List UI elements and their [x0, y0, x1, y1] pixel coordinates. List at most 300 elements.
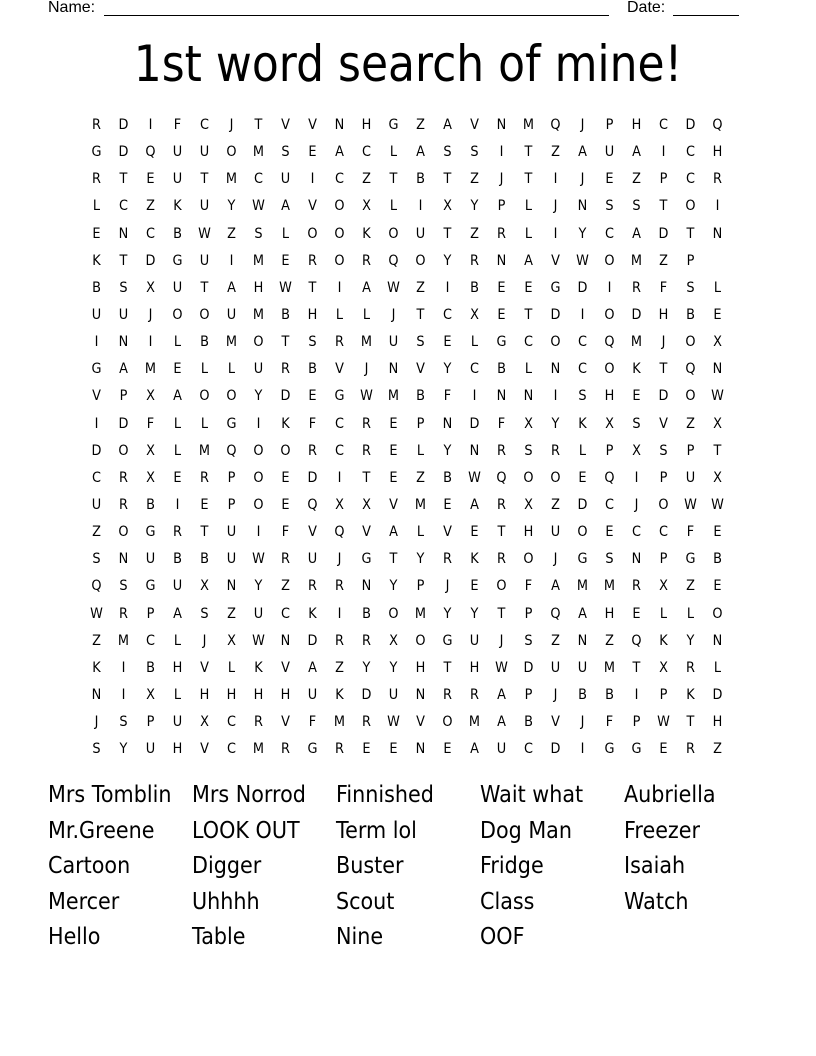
- grid-letter[interactable]: G: [631, 741, 642, 758]
- grid-letter[interactable]: G: [307, 741, 318, 758]
- grid-letter[interactable]: A: [281, 198, 290, 215]
- grid-letter[interactable]: E: [713, 524, 722, 541]
- grid-letter[interactable]: M: [603, 578, 616, 595]
- grid-letter[interactable]: K: [173, 198, 182, 215]
- grid-letter[interactable]: S: [119, 279, 128, 296]
- grid-letter[interactable]: X: [713, 334, 722, 351]
- grid-letter[interactable]: U: [118, 306, 129, 323]
- grid-letter[interactable]: D: [307, 469, 318, 486]
- grid-letter[interactable]: A: [497, 686, 506, 703]
- grid-letter[interactable]: H: [712, 144, 723, 161]
- grid-letter[interactable]: T: [659, 198, 668, 215]
- grid-letter[interactable]: W: [252, 551, 265, 568]
- grid-letter[interactable]: Z: [551, 496, 560, 513]
- grid-letter[interactable]: L: [362, 306, 371, 323]
- grid-letter[interactable]: Z: [362, 171, 371, 188]
- grid-letter[interactable]: Y: [416, 551, 425, 568]
- grid-letter[interactable]: S: [605, 198, 614, 215]
- grid-letter[interactable]: L: [524, 361, 533, 378]
- grid-letter[interactable]: A: [497, 714, 506, 731]
- grid-letter[interactable]: B: [308, 361, 317, 378]
- grid-letter[interactable]: J: [202, 632, 207, 649]
- grid-letter[interactable]: W: [684, 496, 697, 513]
- grid-letter[interactable]: C: [362, 144, 371, 161]
- grid-letter[interactable]: V: [308, 117, 317, 133]
- grid-letter[interactable]: M: [630, 334, 643, 351]
- grid-letter[interactable]: T: [389, 551, 398, 568]
- grid-letter[interactable]: N: [280, 632, 291, 649]
- grid-letter[interactable]: A: [119, 361, 128, 378]
- grid-letter[interactable]: R: [335, 334, 344, 351]
- grid-letter[interactable]: M: [468, 714, 481, 731]
- grid-letter[interactable]: A: [416, 144, 425, 161]
- grid-letter[interactable]: H: [199, 686, 210, 703]
- grid-letter[interactable]: Q: [307, 496, 318, 513]
- grid-letter[interactable]: Q: [604, 469, 615, 486]
- grid-letter[interactable]: E: [578, 469, 587, 486]
- grid-letter[interactable]: Q: [226, 442, 237, 459]
- grid-letter[interactable]: G: [145, 524, 156, 541]
- grid-letter[interactable]: O: [577, 524, 588, 541]
- grid-letter[interactable]: I: [553, 171, 558, 188]
- grid-letter[interactable]: Q: [388, 252, 399, 269]
- grid-letter[interactable]: O: [118, 524, 129, 541]
- grid-letter[interactable]: B: [578, 686, 587, 703]
- grid-letter[interactable]: U: [199, 252, 210, 269]
- grid-letter[interactable]: V: [200, 741, 209, 758]
- grid-letter[interactable]: C: [146, 632, 155, 649]
- grid-letter[interactable]: O: [604, 252, 615, 269]
- grid-letter[interactable]: Z: [686, 578, 695, 595]
- grid-letter[interactable]: I: [553, 225, 558, 242]
- grid-letter[interactable]: C: [119, 198, 128, 215]
- grid-letter[interactable]: L: [335, 306, 344, 323]
- grid-letter[interactable]: L: [416, 442, 425, 459]
- grid-letter[interactable]: T: [443, 659, 452, 676]
- grid-letter[interactable]: G: [226, 415, 237, 432]
- grid-letter[interactable]: S: [659, 442, 668, 459]
- grid-letter[interactable]: I: [229, 252, 234, 269]
- grid-letter[interactable]: Q: [91, 578, 102, 595]
- grid-letter[interactable]: W: [360, 388, 373, 405]
- grid-letter[interactable]: Z: [632, 171, 641, 188]
- grid-letter[interactable]: A: [578, 605, 587, 622]
- grid-letter[interactable]: B: [173, 551, 182, 568]
- grid-letter[interactable]: R: [443, 686, 452, 703]
- grid-letter[interactable]: B: [497, 361, 506, 378]
- grid-letter[interactable]: R: [308, 578, 317, 595]
- grid-letter[interactable]: A: [308, 659, 317, 676]
- grid-letter[interactable]: K: [362, 225, 371, 242]
- grid-letter[interactable]: E: [173, 469, 182, 486]
- grid-letter[interactable]: I: [634, 686, 639, 703]
- grid-letter[interactable]: Y: [578, 225, 587, 242]
- grid-letter[interactable]: D: [469, 415, 480, 432]
- grid-letter[interactable]: U: [550, 659, 561, 676]
- grid-letter[interactable]: I: [715, 198, 720, 215]
- grid-letter[interactable]: U: [307, 686, 318, 703]
- grid-letter[interactable]: T: [200, 524, 209, 541]
- grid-letter[interactable]: C: [281, 605, 290, 622]
- grid-letter[interactable]: L: [470, 334, 479, 351]
- grid-letter[interactable]: B: [173, 225, 182, 242]
- grid-letter[interactable]: X: [200, 578, 209, 595]
- grid-letter[interactable]: N: [523, 388, 534, 405]
- grid-letter[interactable]: M: [522, 117, 535, 133]
- grid-letter[interactable]: Z: [227, 225, 236, 242]
- grid-letter[interactable]: J: [148, 306, 153, 323]
- grid-letter[interactable]: G: [388, 117, 399, 133]
- grid-letter[interactable]: O: [550, 469, 561, 486]
- grid-letter[interactable]: P: [605, 117, 614, 133]
- grid-letter[interactable]: X: [524, 496, 533, 513]
- grid-letter[interactable]: V: [308, 524, 317, 541]
- grid-letter[interactable]: A: [335, 144, 344, 161]
- grid-letter[interactable]: C: [335, 171, 344, 188]
- grid-letter[interactable]: Y: [362, 659, 371, 676]
- grid-letter[interactable]: J: [499, 632, 504, 649]
- grid-letter[interactable]: O: [253, 334, 264, 351]
- grid-letter[interactable]: K: [659, 632, 668, 649]
- grid-letter[interactable]: P: [686, 442, 695, 459]
- grid-letter[interactable]: E: [524, 279, 533, 296]
- grid-letter[interactable]: Y: [443, 361, 452, 378]
- grid-letter[interactable]: M: [252, 306, 265, 323]
- grid-letter[interactable]: E: [443, 741, 452, 758]
- grid-letter[interactable]: A: [173, 605, 182, 622]
- grid-letter[interactable]: N: [91, 686, 102, 703]
- grid-letter[interactable]: R: [119, 469, 128, 486]
- grid-letter[interactable]: A: [578, 144, 587, 161]
- grid-letter[interactable]: B: [146, 496, 155, 513]
- grid-letter[interactable]: L: [227, 361, 236, 378]
- grid-letter[interactable]: Q: [631, 632, 642, 649]
- grid-letter[interactable]: P: [146, 714, 155, 731]
- grid-letter[interactable]: Z: [146, 198, 155, 215]
- grid-letter[interactable]: I: [94, 334, 99, 351]
- grid-letter[interactable]: B: [524, 714, 533, 731]
- grid-letter[interactable]: H: [469, 659, 480, 676]
- grid-letter[interactable]: P: [227, 469, 236, 486]
- grid-letter[interactable]: V: [281, 714, 290, 731]
- grid-letter[interactable]: R: [632, 279, 641, 296]
- grid-letter[interactable]: T: [686, 225, 695, 242]
- grid-letter[interactable]: O: [658, 496, 669, 513]
- grid-letter[interactable]: E: [605, 524, 614, 541]
- grid-letter[interactable]: U: [307, 551, 318, 568]
- grid-letter[interactable]: G: [361, 551, 372, 568]
- grid-letter[interactable]: J: [580, 171, 585, 188]
- grid-letter[interactable]: X: [146, 442, 155, 459]
- grid-letter[interactable]: S: [119, 578, 128, 595]
- grid-letter[interactable]: E: [713, 578, 722, 595]
- grid-letter[interactable]: Y: [551, 415, 560, 432]
- grid-letter[interactable]: V: [281, 659, 290, 676]
- grid-letter[interactable]: H: [172, 659, 183, 676]
- grid-letter[interactable]: E: [470, 578, 479, 595]
- grid-letter[interactable]: W: [657, 714, 670, 731]
- grid-letter[interactable]: K: [281, 415, 290, 432]
- grid-letter[interactable]: R: [335, 632, 344, 649]
- grid-letter[interactable]: P: [497, 198, 506, 215]
- grid-letter[interactable]: U: [388, 334, 399, 351]
- grid-letter[interactable]: Z: [227, 605, 236, 622]
- grid-letter[interactable]: J: [364, 361, 369, 378]
- grid-letter[interactable]: Z: [92, 524, 101, 541]
- grid-letter[interactable]: U: [172, 144, 183, 161]
- grid-letter[interactable]: S: [605, 551, 614, 568]
- grid-letter[interactable]: A: [362, 279, 371, 296]
- grid-letter[interactable]: T: [497, 524, 506, 541]
- grid-letter[interactable]: T: [686, 714, 695, 731]
- grid-letter[interactable]: I: [337, 469, 342, 486]
- grid-letter[interactable]: P: [524, 605, 533, 622]
- grid-letter[interactable]: O: [442, 714, 453, 731]
- grid-letter[interactable]: W: [711, 388, 724, 405]
- grid-letter[interactable]: N: [496, 252, 507, 269]
- grid-letter[interactable]: U: [280, 171, 291, 188]
- grid-letter[interactable]: T: [524, 306, 533, 323]
- grid-letter[interactable]: F: [308, 714, 317, 731]
- grid-letter[interactable]: I: [256, 524, 261, 541]
- grid-letter[interactable]: N: [415, 686, 426, 703]
- grid-letter[interactable]: G: [172, 252, 183, 269]
- grid-letter[interactable]: L: [524, 198, 533, 215]
- grid-letter[interactable]: M: [630, 252, 643, 269]
- grid-letter[interactable]: C: [632, 524, 641, 541]
- grid-letter[interactable]: A: [470, 496, 479, 513]
- grid-letter[interactable]: J: [499, 171, 504, 188]
- grid-letter[interactable]: C: [605, 225, 614, 242]
- grid-letter[interactable]: R: [497, 225, 506, 242]
- grid-letter[interactable]: X: [200, 714, 209, 731]
- grid-letter[interactable]: P: [605, 442, 614, 459]
- grid-letter[interactable]: M: [414, 496, 427, 513]
- grid-letter[interactable]: U: [604, 144, 615, 161]
- grid-letter[interactable]: U: [226, 306, 237, 323]
- grid-letter[interactable]: C: [524, 741, 533, 758]
- date-blank-line[interactable]: [673, 15, 739, 16]
- grid-letter[interactable]: L: [524, 225, 533, 242]
- grid-letter[interactable]: K: [92, 252, 101, 269]
- grid-letter[interactable]: Z: [605, 632, 614, 649]
- grid-letter[interactable]: R: [362, 714, 371, 731]
- grid-letter[interactable]: W: [387, 714, 400, 731]
- grid-letter[interactable]: W: [468, 469, 481, 486]
- grid-letter[interactable]: P: [524, 686, 533, 703]
- grid-letter[interactable]: T: [281, 334, 290, 351]
- grid-letter[interactable]: A: [389, 524, 398, 541]
- grid-letter[interactable]: C: [686, 144, 695, 161]
- grid-letter[interactable]: L: [200, 415, 209, 432]
- grid-letter[interactable]: F: [146, 415, 155, 432]
- grid-letter[interactable]: E: [389, 469, 398, 486]
- grid-letter[interactable]: I: [634, 469, 639, 486]
- grid-letter[interactable]: E: [443, 334, 452, 351]
- grid-letter[interactable]: S: [686, 279, 695, 296]
- grid-letter[interactable]: T: [416, 306, 425, 323]
- grid-letter[interactable]: D: [712, 686, 723, 703]
- grid-letter[interactable]: B: [443, 469, 452, 486]
- grid-letter[interactable]: X: [389, 632, 398, 649]
- grid-letter[interactable]: T: [659, 361, 668, 378]
- grid-letter[interactable]: Q: [550, 117, 561, 133]
- grid-letter[interactable]: K: [308, 605, 317, 622]
- grid-letter[interactable]: V: [551, 714, 560, 731]
- grid-letter[interactable]: O: [712, 605, 723, 622]
- grid-letter[interactable]: I: [121, 659, 126, 676]
- grid-letter[interactable]: G: [91, 144, 102, 161]
- grid-letter[interactable]: X: [227, 632, 236, 649]
- grid-letter[interactable]: R: [92, 171, 101, 188]
- grid-letter[interactable]: O: [334, 225, 345, 242]
- grid-letter[interactable]: Q: [550, 605, 561, 622]
- grid-letter[interactable]: J: [661, 334, 666, 351]
- grid-letter[interactable]: L: [173, 442, 182, 459]
- grid-letter[interactable]: U: [172, 714, 183, 731]
- grid-letter[interactable]: L: [281, 225, 290, 242]
- grid-letter[interactable]: O: [415, 632, 426, 649]
- grid-letter[interactable]: X: [362, 198, 371, 215]
- grid-letter[interactable]: J: [337, 551, 342, 568]
- grid-letter[interactable]: L: [659, 605, 668, 622]
- grid-letter[interactable]: H: [523, 524, 534, 541]
- grid-letter[interactable]: T: [524, 171, 533, 188]
- grid-letter[interactable]: V: [281, 117, 290, 133]
- grid-letter[interactable]: X: [659, 659, 668, 676]
- grid-letter[interactable]: Z: [470, 225, 479, 242]
- grid-letter[interactable]: V: [200, 659, 209, 676]
- grid-letter[interactable]: O: [226, 144, 237, 161]
- grid-letter[interactable]: R: [470, 686, 479, 703]
- grid-letter[interactable]: U: [172, 279, 183, 296]
- grid-letter[interactable]: T: [632, 659, 641, 676]
- grid-letter[interactable]: U: [253, 605, 264, 622]
- grid-letter[interactable]: C: [335, 415, 344, 432]
- grid-letter[interactable]: R: [443, 551, 452, 568]
- grid-letter[interactable]: S: [578, 388, 587, 405]
- grid-letter[interactable]: J: [634, 496, 639, 513]
- grid-letter[interactable]: S: [119, 714, 128, 731]
- grid-letter[interactable]: O: [496, 578, 507, 595]
- grid-letter[interactable]: Z: [713, 741, 722, 758]
- grid-letter[interactable]: W: [252, 198, 265, 215]
- grid-letter[interactable]: R: [362, 632, 371, 649]
- grid-letter[interactable]: J: [580, 714, 585, 731]
- grid-letter[interactable]: T: [119, 252, 128, 269]
- grid-letter[interactable]: C: [524, 334, 533, 351]
- grid-letter[interactable]: R: [335, 741, 344, 758]
- grid-letter[interactable]: S: [254, 225, 263, 242]
- grid-letter[interactable]: Z: [551, 632, 560, 649]
- grid-letter[interactable]: X: [605, 415, 614, 432]
- grid-letter[interactable]: B: [470, 279, 479, 296]
- grid-letter[interactable]: P: [659, 551, 668, 568]
- grid-letter[interactable]: J: [553, 551, 558, 568]
- grid-letter[interactable]: R: [281, 551, 290, 568]
- grid-letter[interactable]: E: [92, 225, 101, 242]
- grid-letter[interactable]: M: [144, 361, 157, 378]
- grid-letter[interactable]: N: [712, 225, 723, 242]
- grid-letter[interactable]: D: [118, 144, 129, 161]
- grid-letter[interactable]: E: [281, 469, 290, 486]
- grid-letter[interactable]: I: [445, 279, 450, 296]
- grid-letter[interactable]: F: [308, 415, 317, 432]
- grid-letter[interactable]: Z: [335, 659, 344, 676]
- grid-letter[interactable]: I: [607, 279, 612, 296]
- grid-letter[interactable]: P: [119, 388, 128, 405]
- grid-letter[interactable]: I: [472, 388, 477, 405]
- grid-letter[interactable]: R: [362, 252, 371, 269]
- grid-letter[interactable]: U: [199, 198, 210, 215]
- grid-letter[interactable]: M: [252, 252, 265, 269]
- grid-letter[interactable]: U: [577, 659, 588, 676]
- grid-letter[interactable]: L: [173, 686, 182, 703]
- grid-letter[interactable]: K: [254, 659, 263, 676]
- grid-letter[interactable]: N: [469, 442, 480, 459]
- grid-letter[interactable]: E: [632, 388, 641, 405]
- grid-letter[interactable]: M: [117, 632, 130, 649]
- grid-letter[interactable]: Y: [254, 388, 263, 405]
- grid-letter[interactable]: W: [495, 659, 508, 676]
- grid-letter[interactable]: N: [415, 741, 426, 758]
- grid-letter[interactable]: F: [605, 714, 614, 731]
- grid-letter[interactable]: E: [146, 171, 155, 188]
- grid-letter[interactable]: B: [200, 334, 209, 351]
- grid-letter[interactable]: I: [121, 686, 126, 703]
- grid-letter[interactable]: D: [631, 306, 642, 323]
- grid-letter[interactable]: T: [443, 225, 452, 242]
- grid-letter[interactable]: N: [712, 632, 723, 649]
- grid-letter[interactable]: O: [604, 306, 615, 323]
- grid-letter[interactable]: R: [497, 442, 506, 459]
- grid-letter[interactable]: Q: [685, 361, 696, 378]
- grid-letter[interactable]: R: [119, 605, 128, 622]
- grid-letter[interactable]: T: [713, 442, 722, 459]
- grid-letter[interactable]: L: [173, 334, 182, 351]
- grid-letter[interactable]: F: [173, 117, 182, 133]
- grid-letter[interactable]: D: [577, 496, 588, 513]
- grid-letter[interactable]: O: [253, 469, 264, 486]
- grid-letter[interactable]: D: [91, 442, 102, 459]
- grid-letter[interactable]: V: [659, 415, 668, 432]
- grid-letter[interactable]: C: [686, 171, 695, 188]
- grid-letter[interactable]: W: [279, 279, 292, 296]
- grid-letter[interactable]: O: [226, 388, 237, 405]
- grid-letter[interactable]: T: [443, 171, 452, 188]
- grid-letter[interactable]: I: [337, 605, 342, 622]
- grid-letter[interactable]: E: [443, 496, 452, 513]
- grid-letter[interactable]: L: [686, 605, 695, 622]
- grid-letter[interactable]: P: [659, 469, 668, 486]
- grid-letter[interactable]: N: [442, 415, 453, 432]
- grid-letter[interactable]: Y: [389, 578, 398, 595]
- grid-letter[interactable]: B: [362, 605, 371, 622]
- grid-letter[interactable]: O: [307, 225, 318, 242]
- grid-letter[interactable]: V: [443, 524, 452, 541]
- grid-letter[interactable]: E: [497, 306, 506, 323]
- grid-letter[interactable]: Z: [281, 578, 290, 595]
- grid-letter[interactable]: O: [388, 605, 399, 622]
- grid-letter[interactable]: Y: [470, 198, 479, 215]
- grid-letter[interactable]: R: [497, 496, 506, 513]
- grid-letter[interactable]: U: [685, 469, 696, 486]
- grid-letter[interactable]: B: [200, 551, 209, 568]
- grid-letter[interactable]: Z: [416, 469, 425, 486]
- grid-letter[interactable]: D: [361, 686, 372, 703]
- grid-letter[interactable]: M: [387, 388, 400, 405]
- grid-letter[interactable]: M: [198, 442, 211, 459]
